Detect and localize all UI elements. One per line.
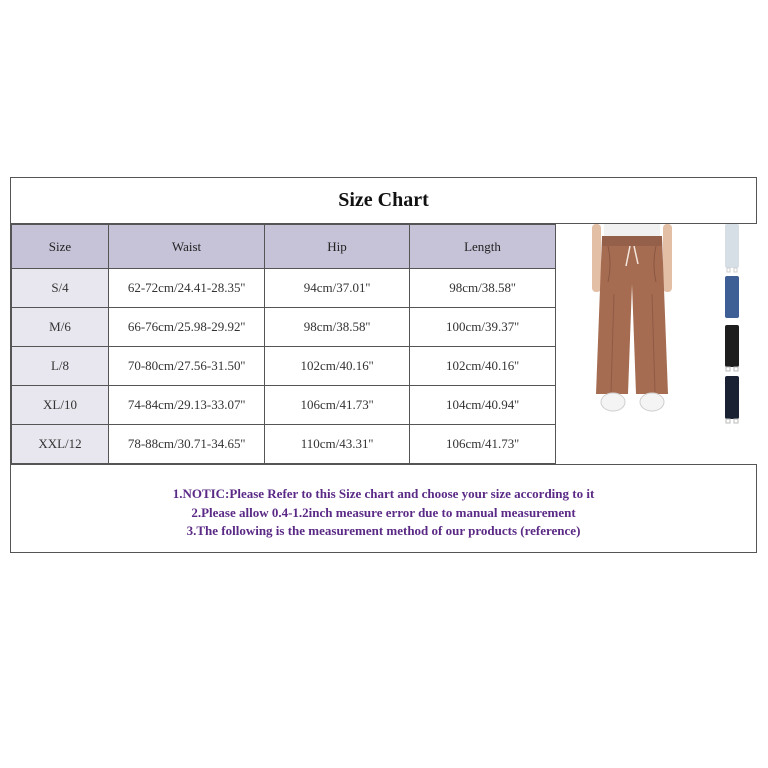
table-row <box>12 425 556 464</box>
length-cell: 102cm/40.16'' <box>410 347 556 386</box>
table-row <box>12 308 556 347</box>
length-cell: 98cm/38.58'' <box>410 269 556 308</box>
table-row <box>12 269 556 308</box>
size-table <box>11 224 556 464</box>
size-notes <box>11 464 756 553</box>
size-cell: S/4 <box>12 269 109 308</box>
hip-cell: 102cm/40.16'' <box>265 347 410 386</box>
column-header-length: Length <box>410 225 556 269</box>
length-cell: 100cm/39.37'' <box>410 308 556 347</box>
size-chart <box>10 177 757 553</box>
hip-cell: 106cm/41.73'' <box>265 386 410 425</box>
chart-title: Size Chart <box>11 178 756 224</box>
table-row <box>12 347 556 386</box>
main-pants-image <box>592 224 672 411</box>
variant-blue-pants <box>725 276 739 318</box>
waist-cell: 66-76cm/25.98-29.92'' <box>109 308 265 347</box>
waist-cell: 78-88cm/30.71-34.65'' <box>109 425 265 464</box>
length-cell: 106cm/41.73'' <box>410 425 556 464</box>
length-cell: 104cm/40.94'' <box>410 386 556 425</box>
variant-navy-pants <box>725 376 739 423</box>
note-line: 3.The following is the measurement method of our products (reference) <box>186 523 581 538</box>
note-line: 2.Please allow 0.4-1.2inch measure error due to manual measurement <box>191 504 576 520</box>
hip-cell: 110cm/43.31'' <box>265 425 410 464</box>
column-header-size: Size <box>12 225 109 269</box>
size-cell: L/8 <box>12 347 109 386</box>
product-photo <box>556 224 757 464</box>
waist-cell: 62-72cm/24.41-28.35'' <box>109 269 265 308</box>
waist-cell: 74-84cm/29.13-33.07'' <box>109 386 265 425</box>
size-cell: M/6 <box>12 308 109 347</box>
size-cell: XL/10 <box>12 386 109 425</box>
column-header-waist: Waist <box>109 225 265 269</box>
note-line: 1.NOTIC:Please Refer to this Size chart and choose your size according to it <box>172 486 595 501</box>
size-cell: XXL/12 <box>12 425 109 464</box>
hip-cell: 94cm/37.01'' <box>265 269 410 308</box>
variant-black-pants <box>725 325 739 371</box>
table-row <box>12 386 556 425</box>
hip-cell: 98cm/38.58'' <box>265 308 410 347</box>
table-header-row <box>12 225 556 269</box>
waist-cell: 70-80cm/27.56-31.50'' <box>109 347 265 386</box>
column-header-hip: Hip <box>265 225 410 269</box>
variant-light-grey-pants <box>725 224 739 272</box>
product-photo-panel <box>555 224 757 464</box>
